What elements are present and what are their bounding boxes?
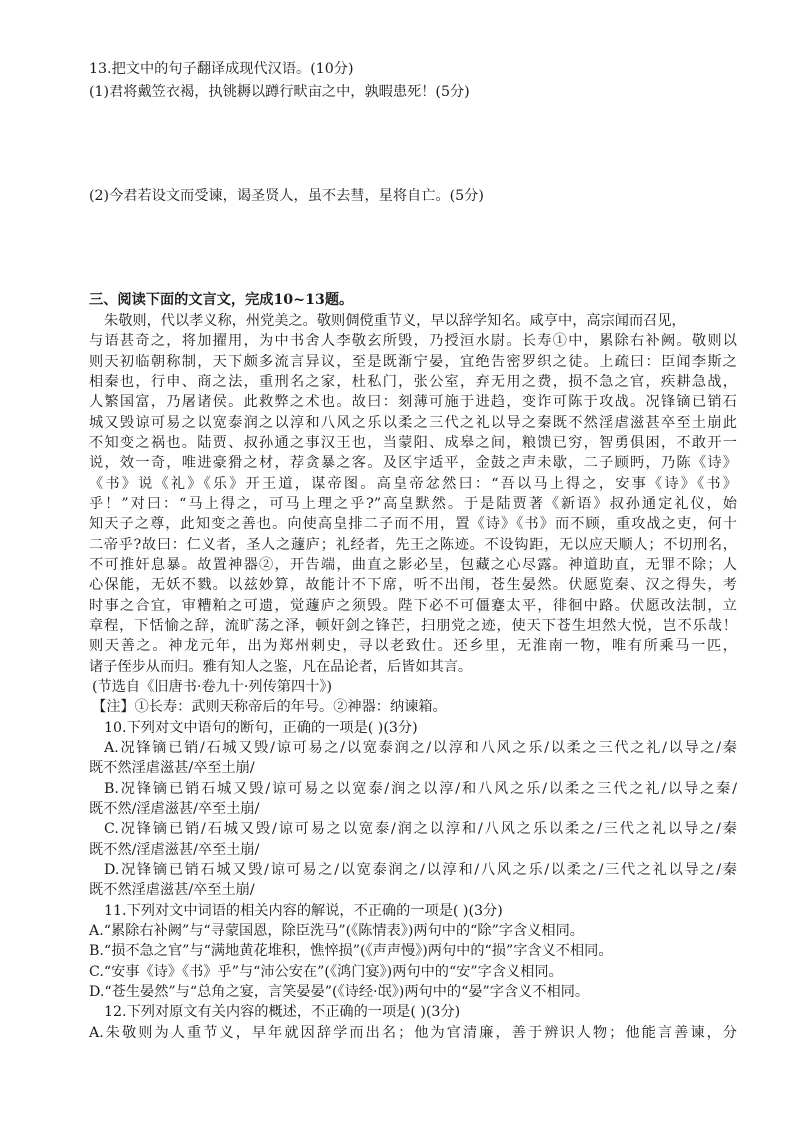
q10-option-a: A.况锋镝已销/石城又毁/谅可易之/以宽泰润之/以淳和八风之乐/以柔之三代之礼/以导之/秦	[104, 740, 737, 756]
passage-line: 《书》说《礼》《乐》开王道，谋帝图。高皇帝忿然曰：“吾以马上得之，安事《诗》《书》	[89, 476, 737, 492]
passage-line: 诸子侄步从而归。雅有知人之鉴，凡在品论者，后皆如其言。	[89, 659, 473, 675]
q11-stem: 11.下列对文中词语的相关内容的解说，不正确的一项是( )(3分)	[104, 903, 503, 919]
passage-line: 乎！”对曰：“马上得之，可马上理之乎?”高皇默然。于是陆贾著《新语》叔孙通定礼仪，始	[89, 496, 737, 512]
q11-option-c: C.“安事《诗》《书》乎”与“沛公安在”(《鸿门宴》)两句中的“安”字含义相同。	[89, 964, 563, 980]
passage-line: 城又毁谅可易之以宽泰润之以淳和八风之乐以柔之三代之礼以导之秦既不然淫虐滋甚卒至土崩此	[89, 415, 737, 431]
passage-line: 知天子之尊，此知变之善也。向使高皇排二子而不用，置《诗》《书》而不顾，重攻战之吏，何十	[89, 516, 737, 532]
passage-line: 不知变之祸也。陆贾、叔孙通之事汉王也，当蒙阳、成皋之间，粮馈已穷，智勇俱困，不敢开一	[89, 435, 737, 451]
q10-option-b: B.况锋镝已销石城又毁/谅可易之以宽泰/润之以淳/和八风之乐/以柔之三代之礼/以导之秦/	[104, 781, 737, 797]
passage-line: 心保能，无妖不戮。以兹妙算，故能计不下席，听不出闱，苍生晏然。伏愿览秦、汉之得失，考	[89, 577, 737, 593]
q13-title: 13.把文中的句子翻译成现代汉语。(10分)	[89, 61, 354, 77]
q13-sentence-2: (2)今君若设文而受谏，谒圣贤人，虽不去彗，星将自亡。(5分)	[89, 188, 484, 204]
passage-line: 则天初临朝称制，天下颇多流言异议，至是既渐宁晏，宜绝告密罗织之徒。上疏曰：臣闻李斯之	[89, 354, 737, 370]
q13-sentence-1: (1)君将戴笠衣褐，执铫耨以蹲行畎亩之中，孰暇患死！(5分)	[89, 84, 470, 100]
passage-line: 章程，下恬愉之辞，流旷荡之泽，顿奸剑之锋芒，扫朋党之迹，使天下苍生坦然大悦，岂不乐哉！	[89, 618, 737, 634]
passage-line: 与语甚奇之，将加擢用，为中书舍人李敬玄所毁，乃授洹水尉。长寿①中，累除右补阙。敬则以	[89, 333, 737, 349]
q10-option-b-cont: 既不然/淫虐滋甚/卒至土崩/	[89, 801, 260, 817]
section-heading: 三、阅读下面的文言文，完成10~13题。	[89, 292, 354, 308]
q10-stem: 10.下列对文中语句的断句，正确的一项是( )(3分)	[104, 720, 418, 736]
passage-line: 时事之合宜，审糟粕之可遗，觉蘧庐之须毁。陛下必不可僵蹇太平，徘徊中路。伏愿改法制，立	[89, 598, 737, 614]
q10-option-c: C.况锋镝已销/石城又毁/谅可易之以宽泰/润之以淳和/八风之乐以柔之/三代之礼以导之/秦	[104, 821, 737, 837]
passage-line: 不可推奸息暴。故置神器②，开告端，曲直之影必呈，包藏之心尽露。神道助直，无罪不除；人	[89, 557, 737, 573]
passage-line: 则天善之。神龙元年，出为郑州刺史，寻以老致仕。还乡里，无淮南一物，唯有所乘马一匹，	[89, 638, 737, 654]
passage-source: (节选自《旧唐书·卷九十·列传第四十》)	[92, 679, 332, 695]
q10-option-d-cont: 既不然淫虐滋甚/卒至土崩/	[89, 882, 255, 898]
q11-option-d: D.“苍生晏然”与“总角之宴，言笑晏晏”(《诗经·氓》)两句中的“晏”字含义不相同。	[89, 984, 590, 1000]
passage-line: 朱敬则，代以孝义称，州党美之。敬则倜傥重节义，早以辞学知名。咸亨中，高宗闻而召见，	[104, 313, 686, 329]
passage-line: 人繁国富，乃屠诸侯。此救弊之术也。故曰：刻薄可施于进趋，变诈可陈于攻战。况锋镝已销石	[89, 394, 737, 410]
q11-option-b: B.“损不急之官”与“满地黄花堆积，憔悴损”(《声声慢》)两句中的“损”字含义不相同。	[89, 943, 613, 959]
q11-option-a: A.“累除右补阙”与“寻蒙国恩，除臣洗马”(《陈情表》)两句中的“除”字含义相同。	[89, 923, 584, 939]
passage-line: 二帝乎?故曰：仁义者，圣人之蘧庐；礼经者，先王之陈迹。不设钩距，无以应天顺人；不切刑名，	[89, 537, 737, 553]
q10-option-c-cont: 既不然/淫虐滋甚/卒至土崩/	[89, 842, 260, 858]
q12-option-a: A.朱敬则为人重节义，早年就因辞学而出名；他为官清廉，善于辨识人物；他能言善谏，分	[89, 1025, 737, 1041]
passage-line: 说，效一奇，唯进豪猾之材，荐贪暴之客。及区宇适平，金鼓之声未歇，二子顾眄，乃陈《诗》	[89, 455, 737, 471]
q10-option-a-cont: 既不然淫虐滋甚/卒至土崩/	[89, 760, 255, 776]
q10-option-d: D.况锋镝已销石城又毁/谅可易之/以宽泰润之/以淳和/八风之乐/以柔之/三代之礼以导之/秦	[104, 862, 737, 878]
passage-line: 相秦也，行申、商之法，重刑名之家，杜私门，张公室，弃无用之费，损不急之官，疾耕急战，	[89, 374, 737, 390]
passage-note: 【注】①长寿：武则天称帝后的年号。②神器：纳谏箱。	[92, 699, 447, 715]
q12-stem: 12.下列对原文有关内容的概述，不正确的一项是( )(3分)	[104, 1004, 461, 1020]
